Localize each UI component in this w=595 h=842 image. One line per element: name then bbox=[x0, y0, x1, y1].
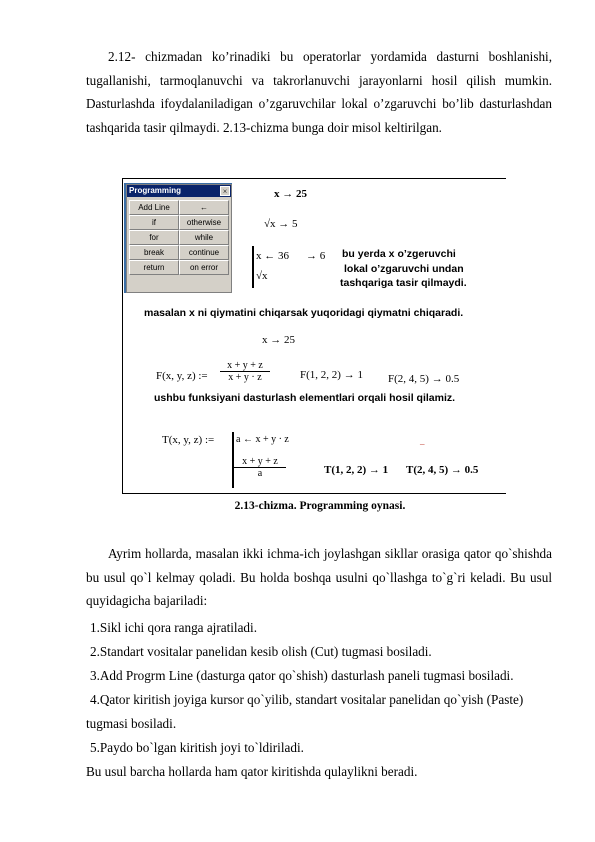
expr-x-25-top: x → 25 bbox=[274, 188, 307, 200]
on-error-button[interactable]: on error bbox=[179, 260, 229, 275]
expr-T-fraction bbox=[234, 456, 286, 479]
break-button[interactable]: break bbox=[129, 245, 179, 260]
program-bar-local bbox=[252, 246, 254, 288]
expr-local-sqrt: √x bbox=[256, 270, 268, 282]
return-button[interactable]: return bbox=[129, 260, 179, 275]
step-4: 4.Qator kiritish joyiga kursor qo`yilib, standart vositalar panelidan qo`yish (Paste) bbox=[90, 692, 524, 707]
figure-caption: 2.13-chizma. Programming oynasi. bbox=[234, 500, 406, 512]
step-4-continued: tugmasi bosiladi. bbox=[86, 716, 177, 731]
while-button[interactable]: while bbox=[179, 230, 229, 245]
expr-sqrt-x: √x → 5 bbox=[264, 218, 298, 230]
otherwise-button[interactable]: otherwise bbox=[179, 215, 229, 230]
expr-F-eval-1: F(1, 2, 2) → 1 bbox=[300, 369, 363, 381]
expr-T-definition: T(x, y, z) := bbox=[162, 434, 215, 446]
paragraph-body: Ayrim hollarda, masalan ikki ichma-ich joylashgan sikllar orasiga qator qo`shishda bu usul qo`l kelmay qoladi. Bu holda boshqa usulni qo`llashga to`g`ri keladi. Bu usul quyidagicha bajariladi: bbox=[86, 546, 552, 608]
expr-T-numerator: x + y + z bbox=[234, 456, 286, 468]
cursor-mark: _ bbox=[420, 436, 425, 446]
step-1: 1.Sikl ichi qora ranga ajratiladi. bbox=[90, 620, 257, 635]
expr-F-eval-2: F(2, 4, 5) → 0.5 bbox=[388, 373, 460, 385]
palette-buttons bbox=[129, 200, 229, 275]
expr-T-line1: a ← x + y · z bbox=[236, 434, 289, 445]
paragraph-intro: 2.12- chizmadan ko’rinadiki bu operatorlar yordamida dasturni boshlanishi, tugallanishi, tarmoqlanuvchi va takrorlanuvchi jarayonlarni hosil qilish mumkin. Dasturlashda ifoydalaniladigan o’zgaruvchilar lokal o’zgaruvchi bo’lib dasturlashdan tashqarida tasir qilmaydi. 2.13-chizma bunga doir misol keltirilgan. bbox=[86, 49, 552, 135]
step-3: 3.Add Progrm Line (dasturga qator qo`shish) dasturlash paneli tugmasi bosiladi. bbox=[90, 668, 514, 683]
palette-title: Programming bbox=[127, 185, 231, 197]
assign-arrow-button[interactable]: ← bbox=[179, 200, 229, 215]
figure-left-border bbox=[122, 178, 123, 494]
figure-bottom-border bbox=[122, 493, 506, 494]
closing-line: Bu usul barcha hollarda ham qator kiritishda qulaylikni beradi. bbox=[86, 764, 418, 779]
programming-palette bbox=[126, 184, 232, 293]
expr-x-25-mid: x → 25 bbox=[262, 334, 295, 346]
figure-programming-window bbox=[122, 178, 508, 494]
note-local-line3: tashqariga tasir qilmaydi. bbox=[340, 277, 467, 289]
step-2: 2.Standart vositalar panelidan kesib olish (Cut) tugmasi bosiladi. bbox=[90, 644, 432, 659]
expr-local-result: → 6 bbox=[306, 250, 326, 262]
note-local-line2: lokal o’zgaruvchi undan bbox=[344, 263, 464, 275]
expr-F-definition: F(x, y, z) := bbox=[156, 370, 208, 382]
step-5: 5.Paydo bo`lgan kiritish joyi to`ldiriladi. bbox=[90, 740, 304, 755]
close-icon[interactable]: × bbox=[220, 186, 230, 196]
note-local-line1: bu yerda x o’zgeruvchi bbox=[342, 248, 456, 260]
for-button[interactable]: for bbox=[129, 230, 179, 245]
expr-F-denominator: x + y · z bbox=[228, 372, 262, 383]
expr-T-denominator: a bbox=[257, 468, 263, 479]
expr-local-assign: x ← 36 bbox=[256, 250, 289, 262]
if-button[interactable]: if bbox=[129, 215, 179, 230]
add-line-button[interactable]: Add Line bbox=[129, 200, 179, 215]
expr-T-eval-2: T(2, 4, 5) → 0.5 bbox=[406, 464, 479, 476]
expr-F-fraction bbox=[220, 360, 270, 383]
expr-T-eval-1: T(1, 2, 2) → 1 bbox=[324, 464, 389, 476]
note-function: ushbu funksiyani dasturlash elementlari orqali hosil qilamiz. bbox=[154, 392, 456, 404]
continue-button[interactable]: continue bbox=[179, 245, 229, 260]
note-masalan: masalan x ni qiymatini chiqarsak yuqoridagi qiymatni chiqaradi. bbox=[144, 307, 464, 319]
figure-top-border bbox=[122, 178, 506, 179]
expr-F-numerator: x + y + z bbox=[220, 360, 270, 372]
